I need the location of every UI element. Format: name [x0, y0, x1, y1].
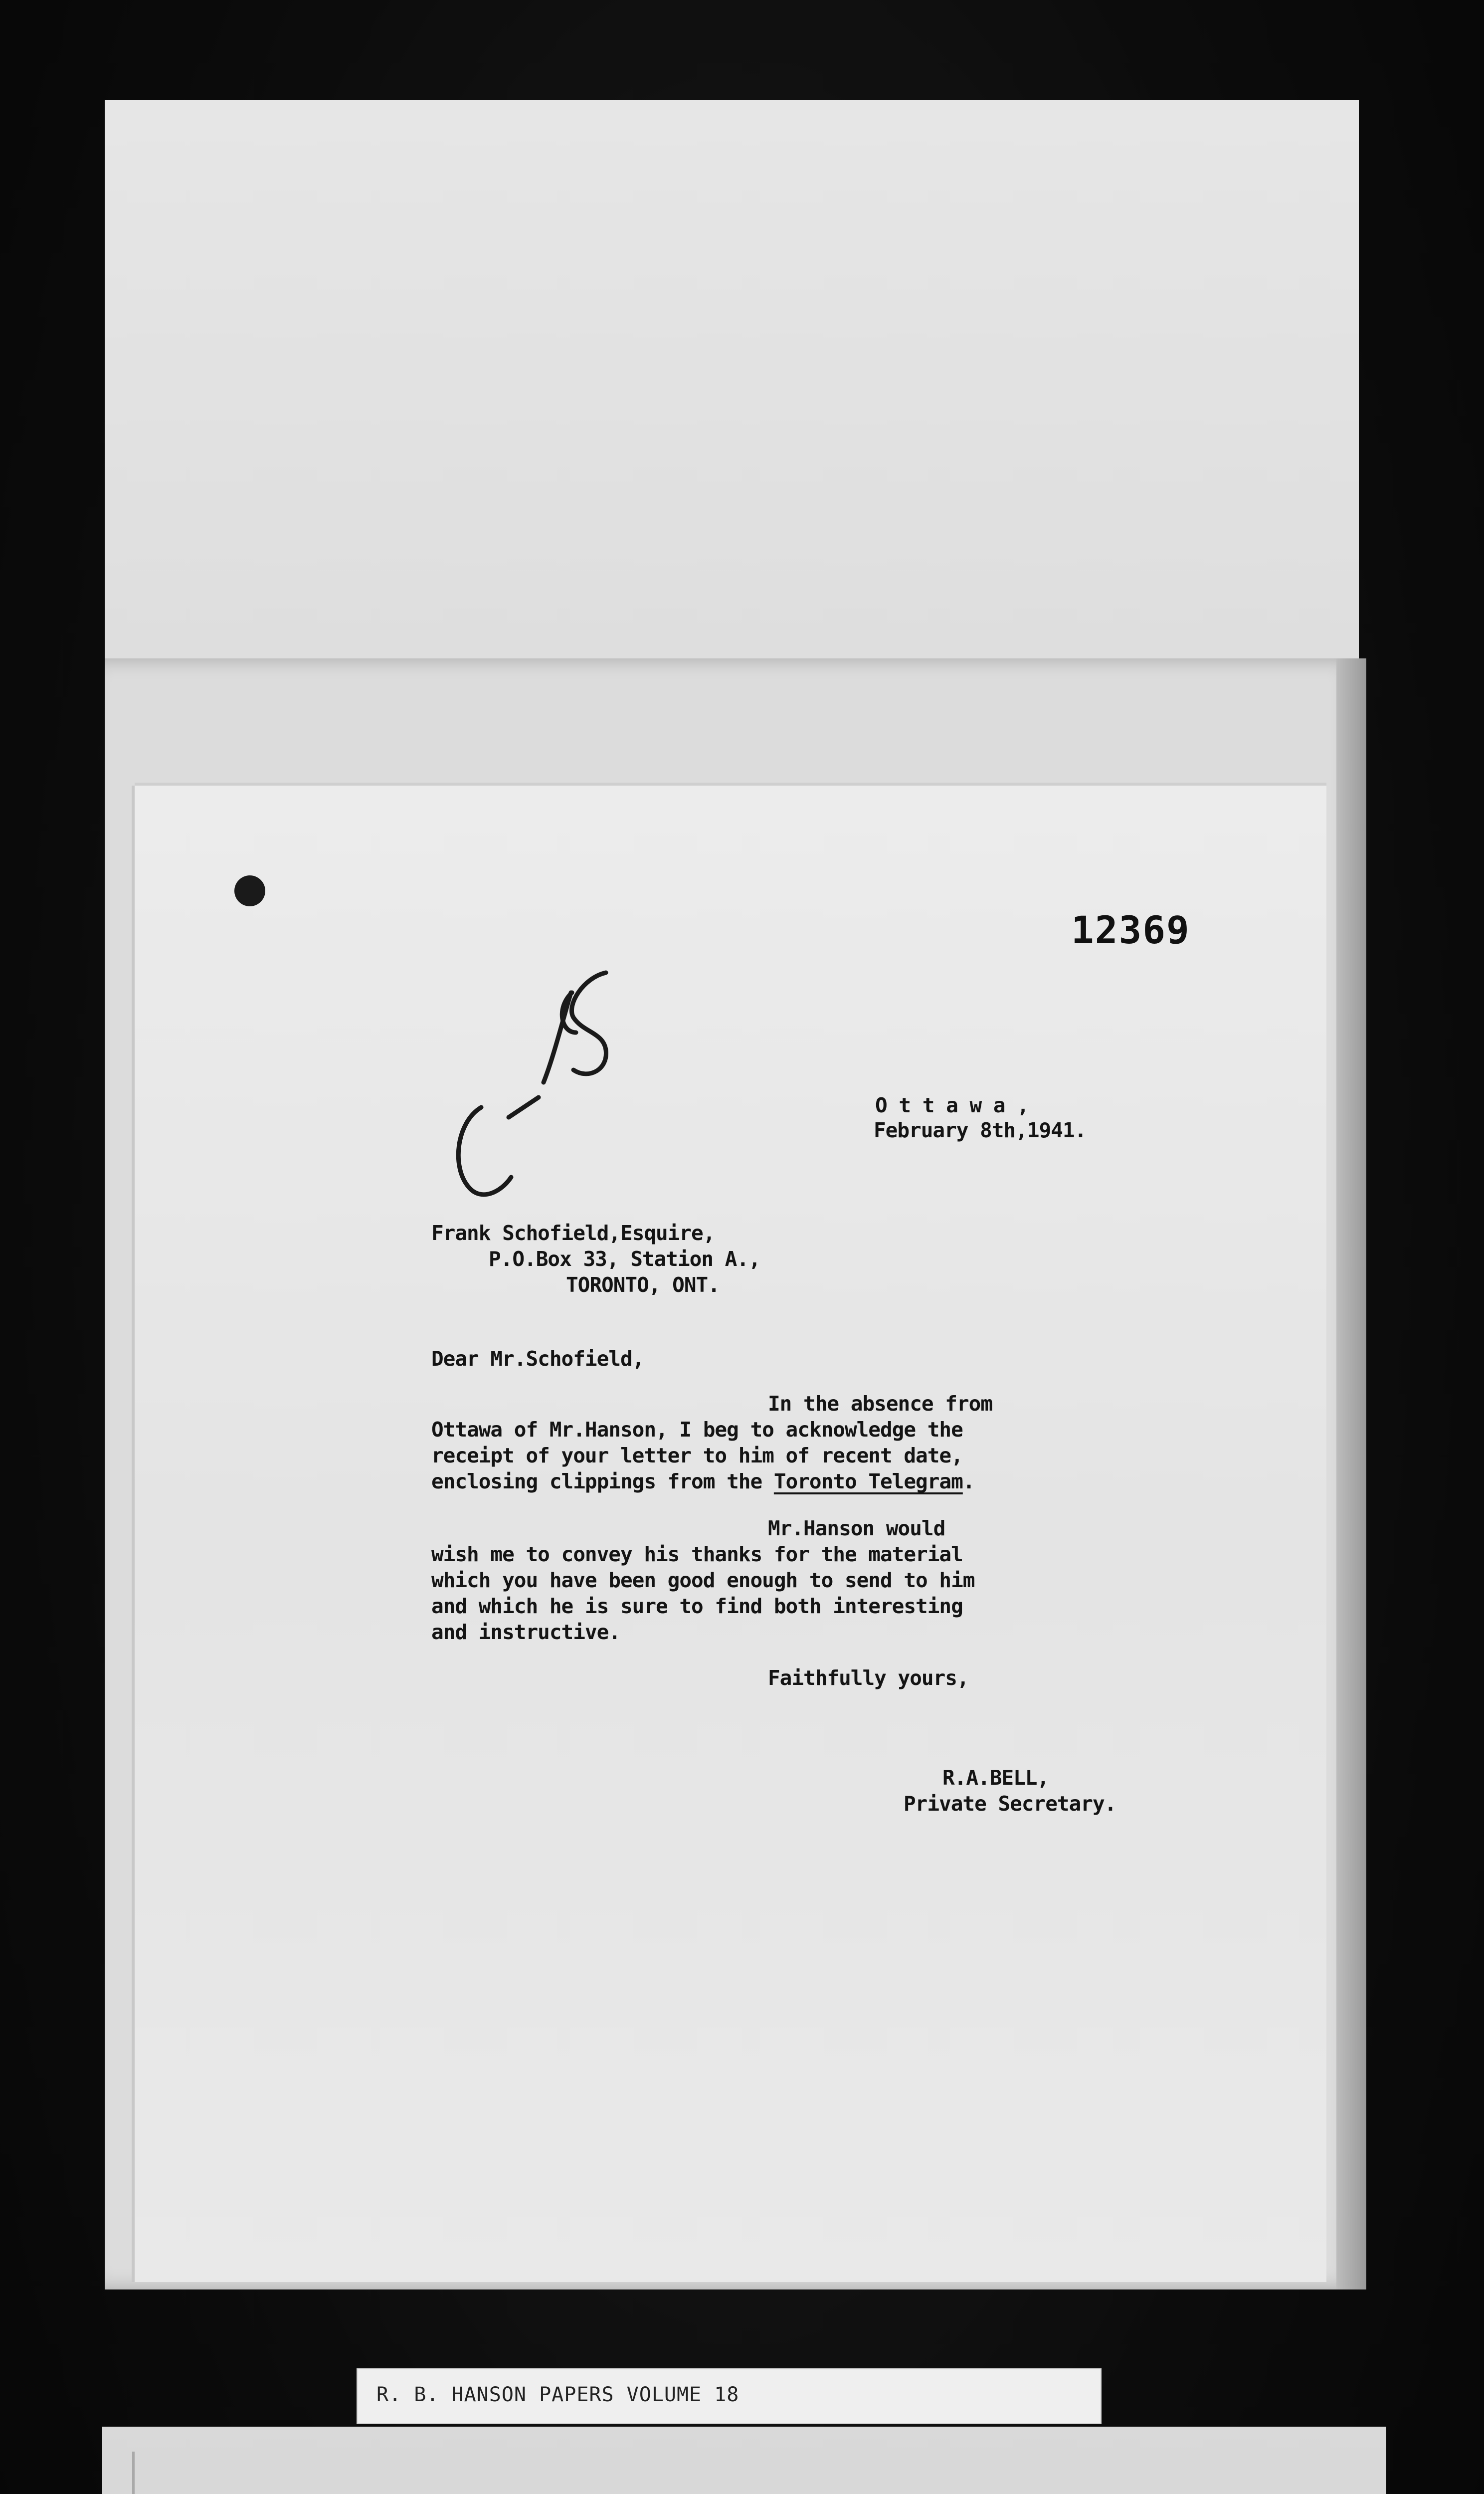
para2-line-1: Mr.Hanson would: [768, 1516, 945, 1540]
para1-line-1: In the absence from: [768, 1392, 992, 1416]
punch-hole: [234, 875, 265, 906]
backing-sheet-top: [105, 100, 1359, 660]
para2-line-3: which you have been good enough to send to him: [431, 1568, 975, 1592]
para1-line-4: [431, 1469, 974, 1493]
volume-label: [357, 2368, 1102, 2424]
closing: Faithfully yours,: [768, 1666, 969, 1690]
date-line: February 8th,1941.: [874, 1118, 1087, 1142]
handwritten-mark: [446, 958, 616, 1217]
document-number: 12369: [1071, 908, 1190, 952]
para1-period: .: [962, 1469, 975, 1493]
signature-title: Private Secretary.: [904, 1792, 1116, 1816]
volume-label-text: R. B. HANSON PAPERS VOLUME 18: [376, 2383, 740, 2406]
letter-page: [135, 786, 1326, 2282]
recipient-line-3: TORONTO, ONT.: [566, 1273, 720, 1297]
para2-line-2: wish me to convey his thanks for the material: [431, 1542, 963, 1566]
recipient-line-1: Frank Schofield,Esquire,: [431, 1221, 715, 1245]
archives-card: [102, 2427, 1386, 2494]
city-line: O t t a w a ,: [875, 1093, 1029, 1117]
para1-line-2: Ottawa of Mr.Hanson, I beg to acknowledge the: [431, 1418, 963, 1442]
salutation: Dear Mr.Schofield,: [431, 1347, 644, 1371]
newspaper-title: Toronto Telegram: [773, 1469, 963, 1493]
para1-line-4-text: enclosing clippings from the: [431, 1469, 774, 1493]
para1-line-3: receipt of your letter to him of recent date,: [431, 1444, 963, 1467]
para2-line-4: and which he is sure to find both interesting: [431, 1594, 963, 1618]
signature-name: R.A.BELL,: [942, 1766, 1049, 1790]
recipient-line-2: P.O.Box 33, Station A.,: [489, 1247, 760, 1271]
para2-line-5: and instructive.: [431, 1620, 620, 1644]
